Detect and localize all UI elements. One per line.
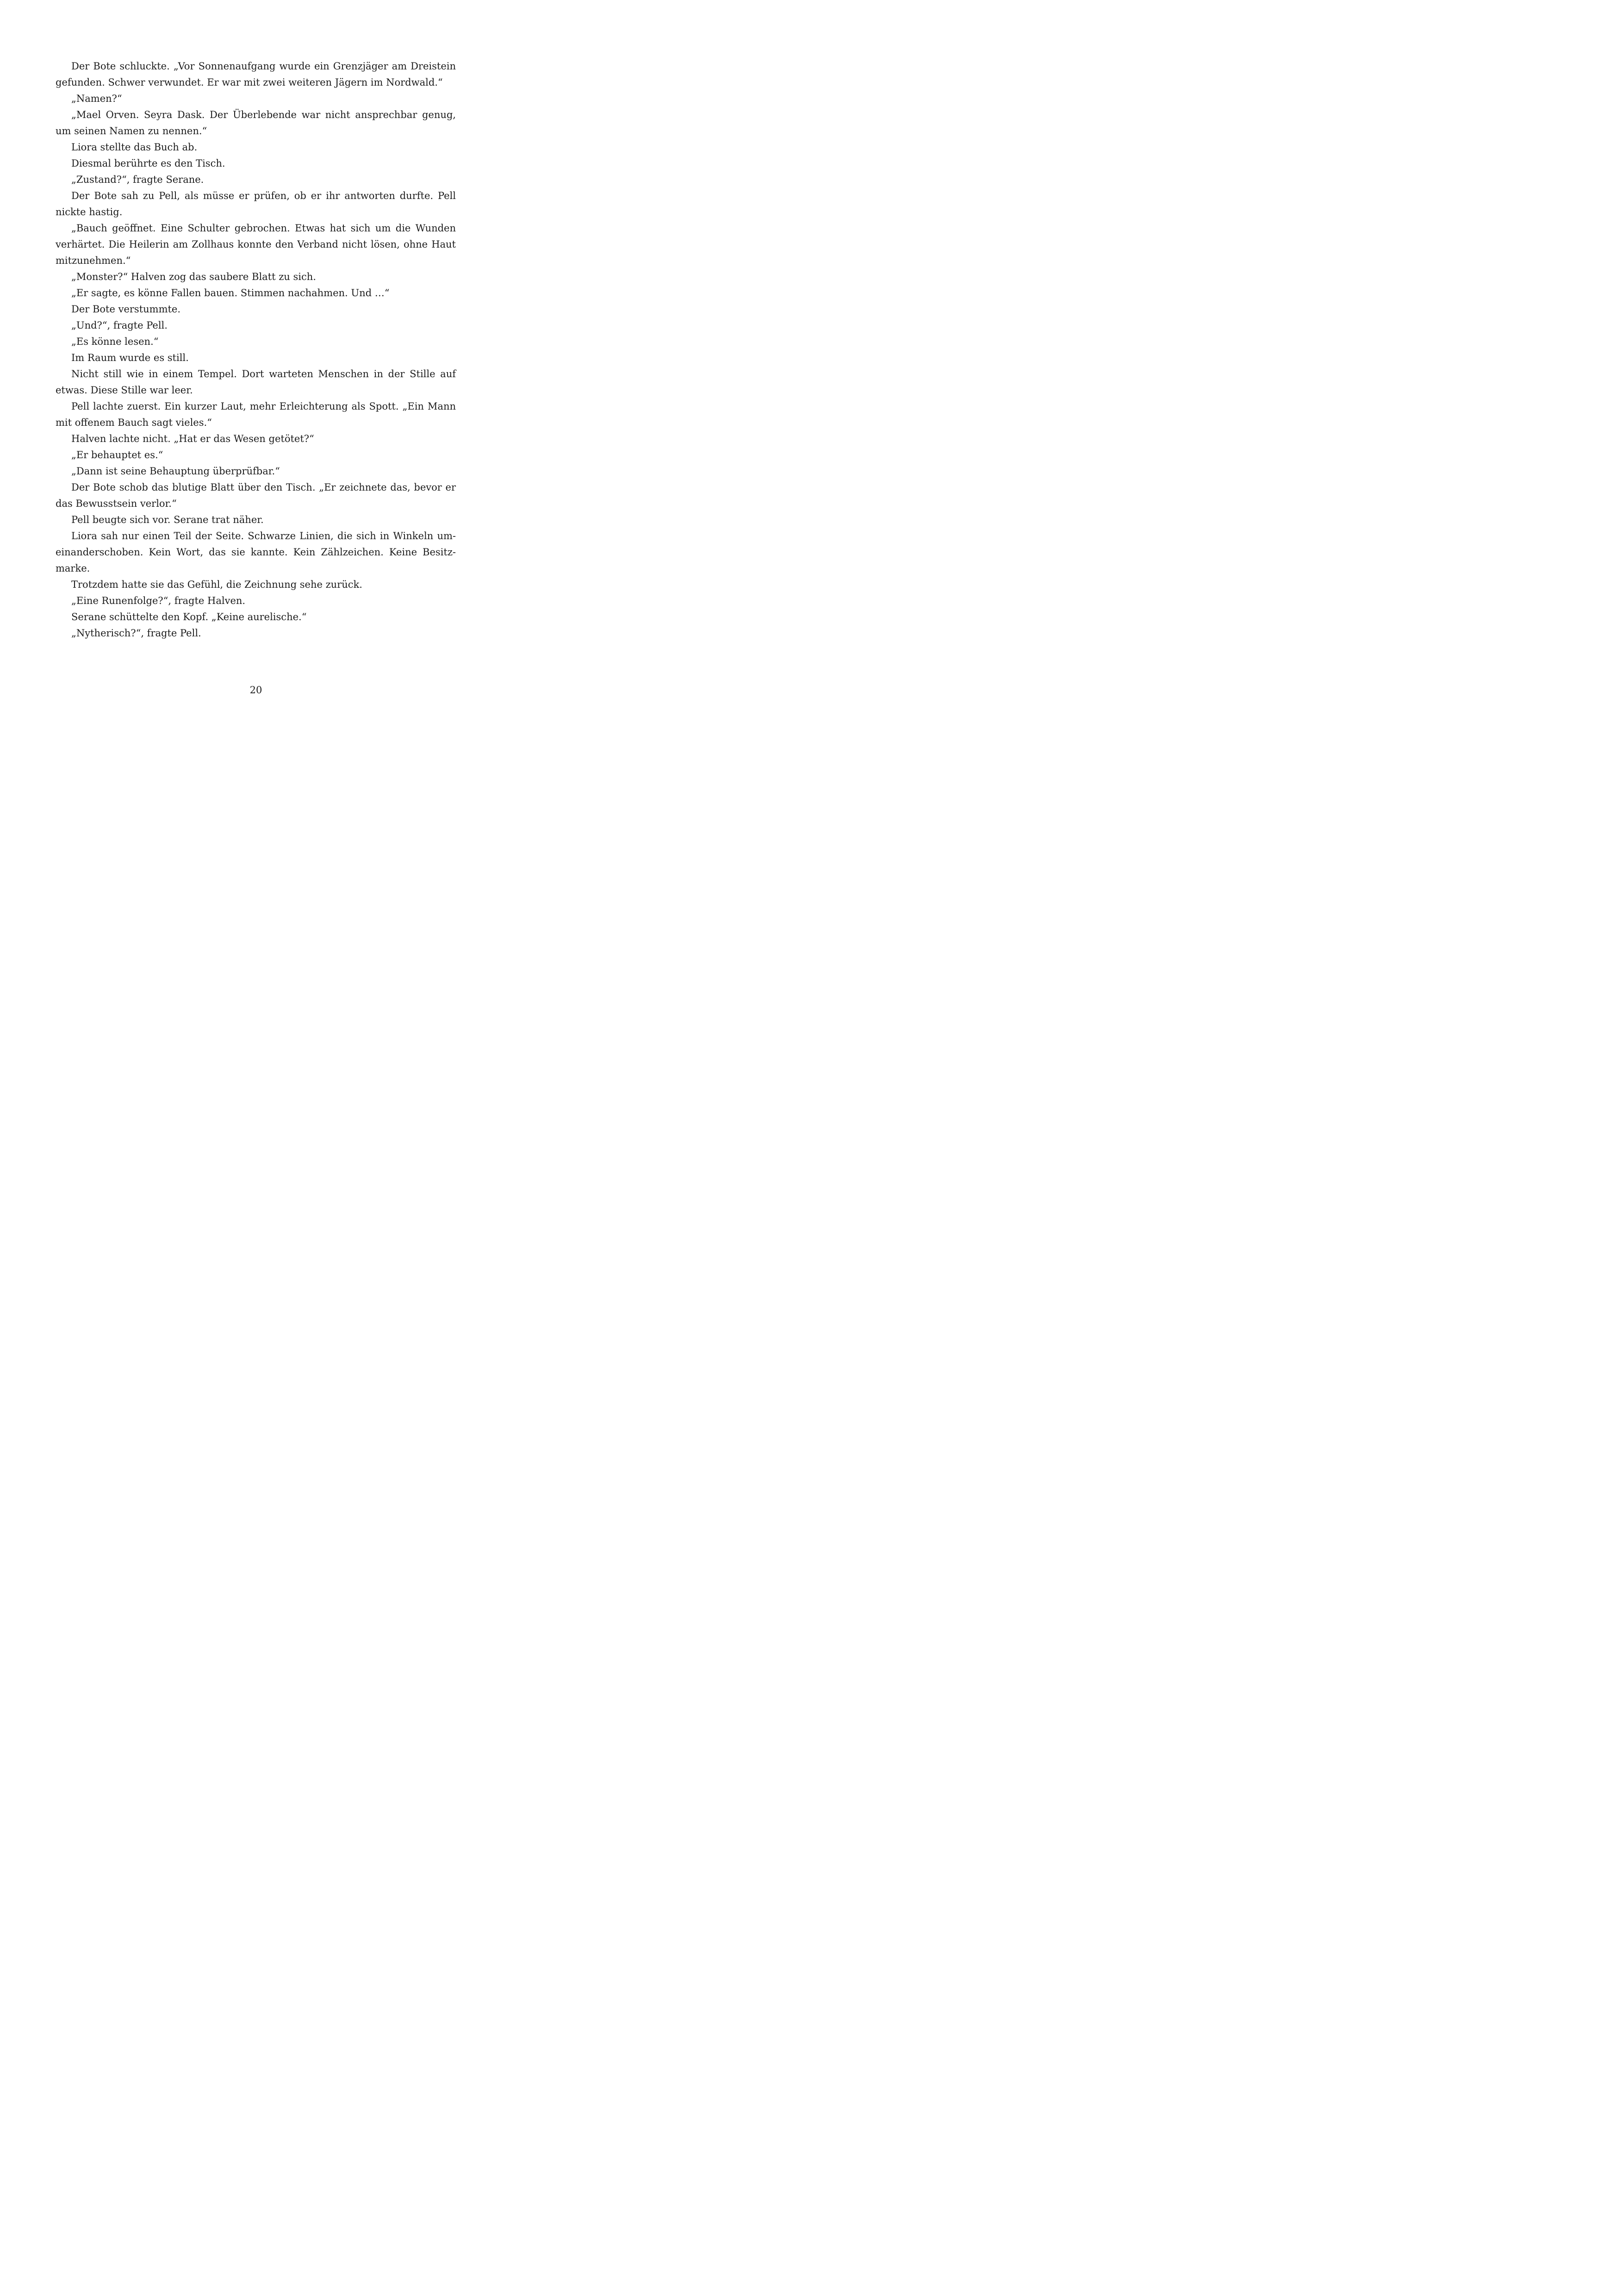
body-text xyxy=(56,58,456,641)
paragraph: „Er behauptet es.“ xyxy=(71,449,163,460)
paragraph: Pell beugte sich vor. Serane trat näher. xyxy=(71,514,264,525)
paragraph: „Er sagte, es könne Fallen bauen. Stimmen nachahmen. Und …“ xyxy=(71,287,390,299)
paragraph: „Bauch geöffnet. Eine Schulter gebrochen. Etwas hat sich um die Wunden verhärtet. Die Heilerin am Zollhaus konnte den Verband nicht lösen, ohne Haut mitzunehmen.“ xyxy=(56,223,456,266)
paragraph: „Namen?“ xyxy=(71,93,122,104)
paragraph: Liora stellte das Buch ab. xyxy=(71,142,198,153)
paragraph: Serane schüttelte den Kopf. „Keine aurelische.“ xyxy=(71,611,307,622)
paragraph: Halven lachte nicht. „Hat er das Wesen getötet?“ xyxy=(71,433,314,444)
paragraph: „Mael Orven. Seyra Dask. Der Überlebende war nicht ansprechbar genug, um seinen Namen zu nennen.“ xyxy=(56,109,456,137)
paragraph: „Zustand?“, fragte Serane. xyxy=(71,174,204,185)
paragraph: Im Raum wurde es still. xyxy=(71,352,189,363)
book-page xyxy=(0,0,512,722)
paragraph: „Es könne lesen.“ xyxy=(71,336,159,347)
paragraph: „Und?“, fragte Pell. xyxy=(71,320,168,331)
paragraph: Diesmal berührte es den Tisch. xyxy=(71,158,225,169)
paragraph: Der Bote sah zu Pell, als müsse er prüfen, ob er ihr antworten durfte. Pell nickte hastig. xyxy=(56,190,456,218)
paragraph: „Monster?“ Halven zog das saubere Blatt zu sich. xyxy=(71,271,316,282)
paragraph: Pell lachte zuerst. Ein kurzer Laut, mehr Erleichterung als Spott. „Ein Mann mit offenem Bauch sagt vieles.“ xyxy=(56,401,456,428)
paragraph: Liora sah nur einen Teil der Seite. Schwarze Linien, die sich in Winkeln umeinanderschoben. Kein Wort, das sie kannte. Kein Zählzeichen. Keine Besitzmarke. xyxy=(56,530,456,574)
paragraph: Der Bote schluckte. „Vor Sonnenaufgang wurde ein Grenzjäger am Dreistein gefunden. Schwer verwundet. Er war mit zwei weiteren Jägern im Nordwald.“ xyxy=(56,61,456,88)
paragraph: „Eine Runenfolge?“, fragte Halven. xyxy=(71,595,246,606)
page-number: 20 xyxy=(249,684,262,696)
paragraph: „Nytherisch?“, fragte Pell. xyxy=(71,628,201,639)
paragraph: Der Bote schob das blutige Blatt über den Tisch. „Er zeichnete das, bevor er das Bewusstsein verlor.“ xyxy=(56,482,456,509)
paragraph: Trotzdem hatte sie das Gefühl, die Zeichnung sehe zurück. xyxy=(71,579,362,590)
paragraph: Der Bote verstummte. xyxy=(71,304,181,315)
paragraph: Nicht still wie in einem Tempel. Dort warteten Menschen in der Stille auf etwas. Diese Stille war leer. xyxy=(56,368,456,396)
paragraph: „Dann ist seine Behauptung überprüfbar.“ xyxy=(71,466,280,477)
